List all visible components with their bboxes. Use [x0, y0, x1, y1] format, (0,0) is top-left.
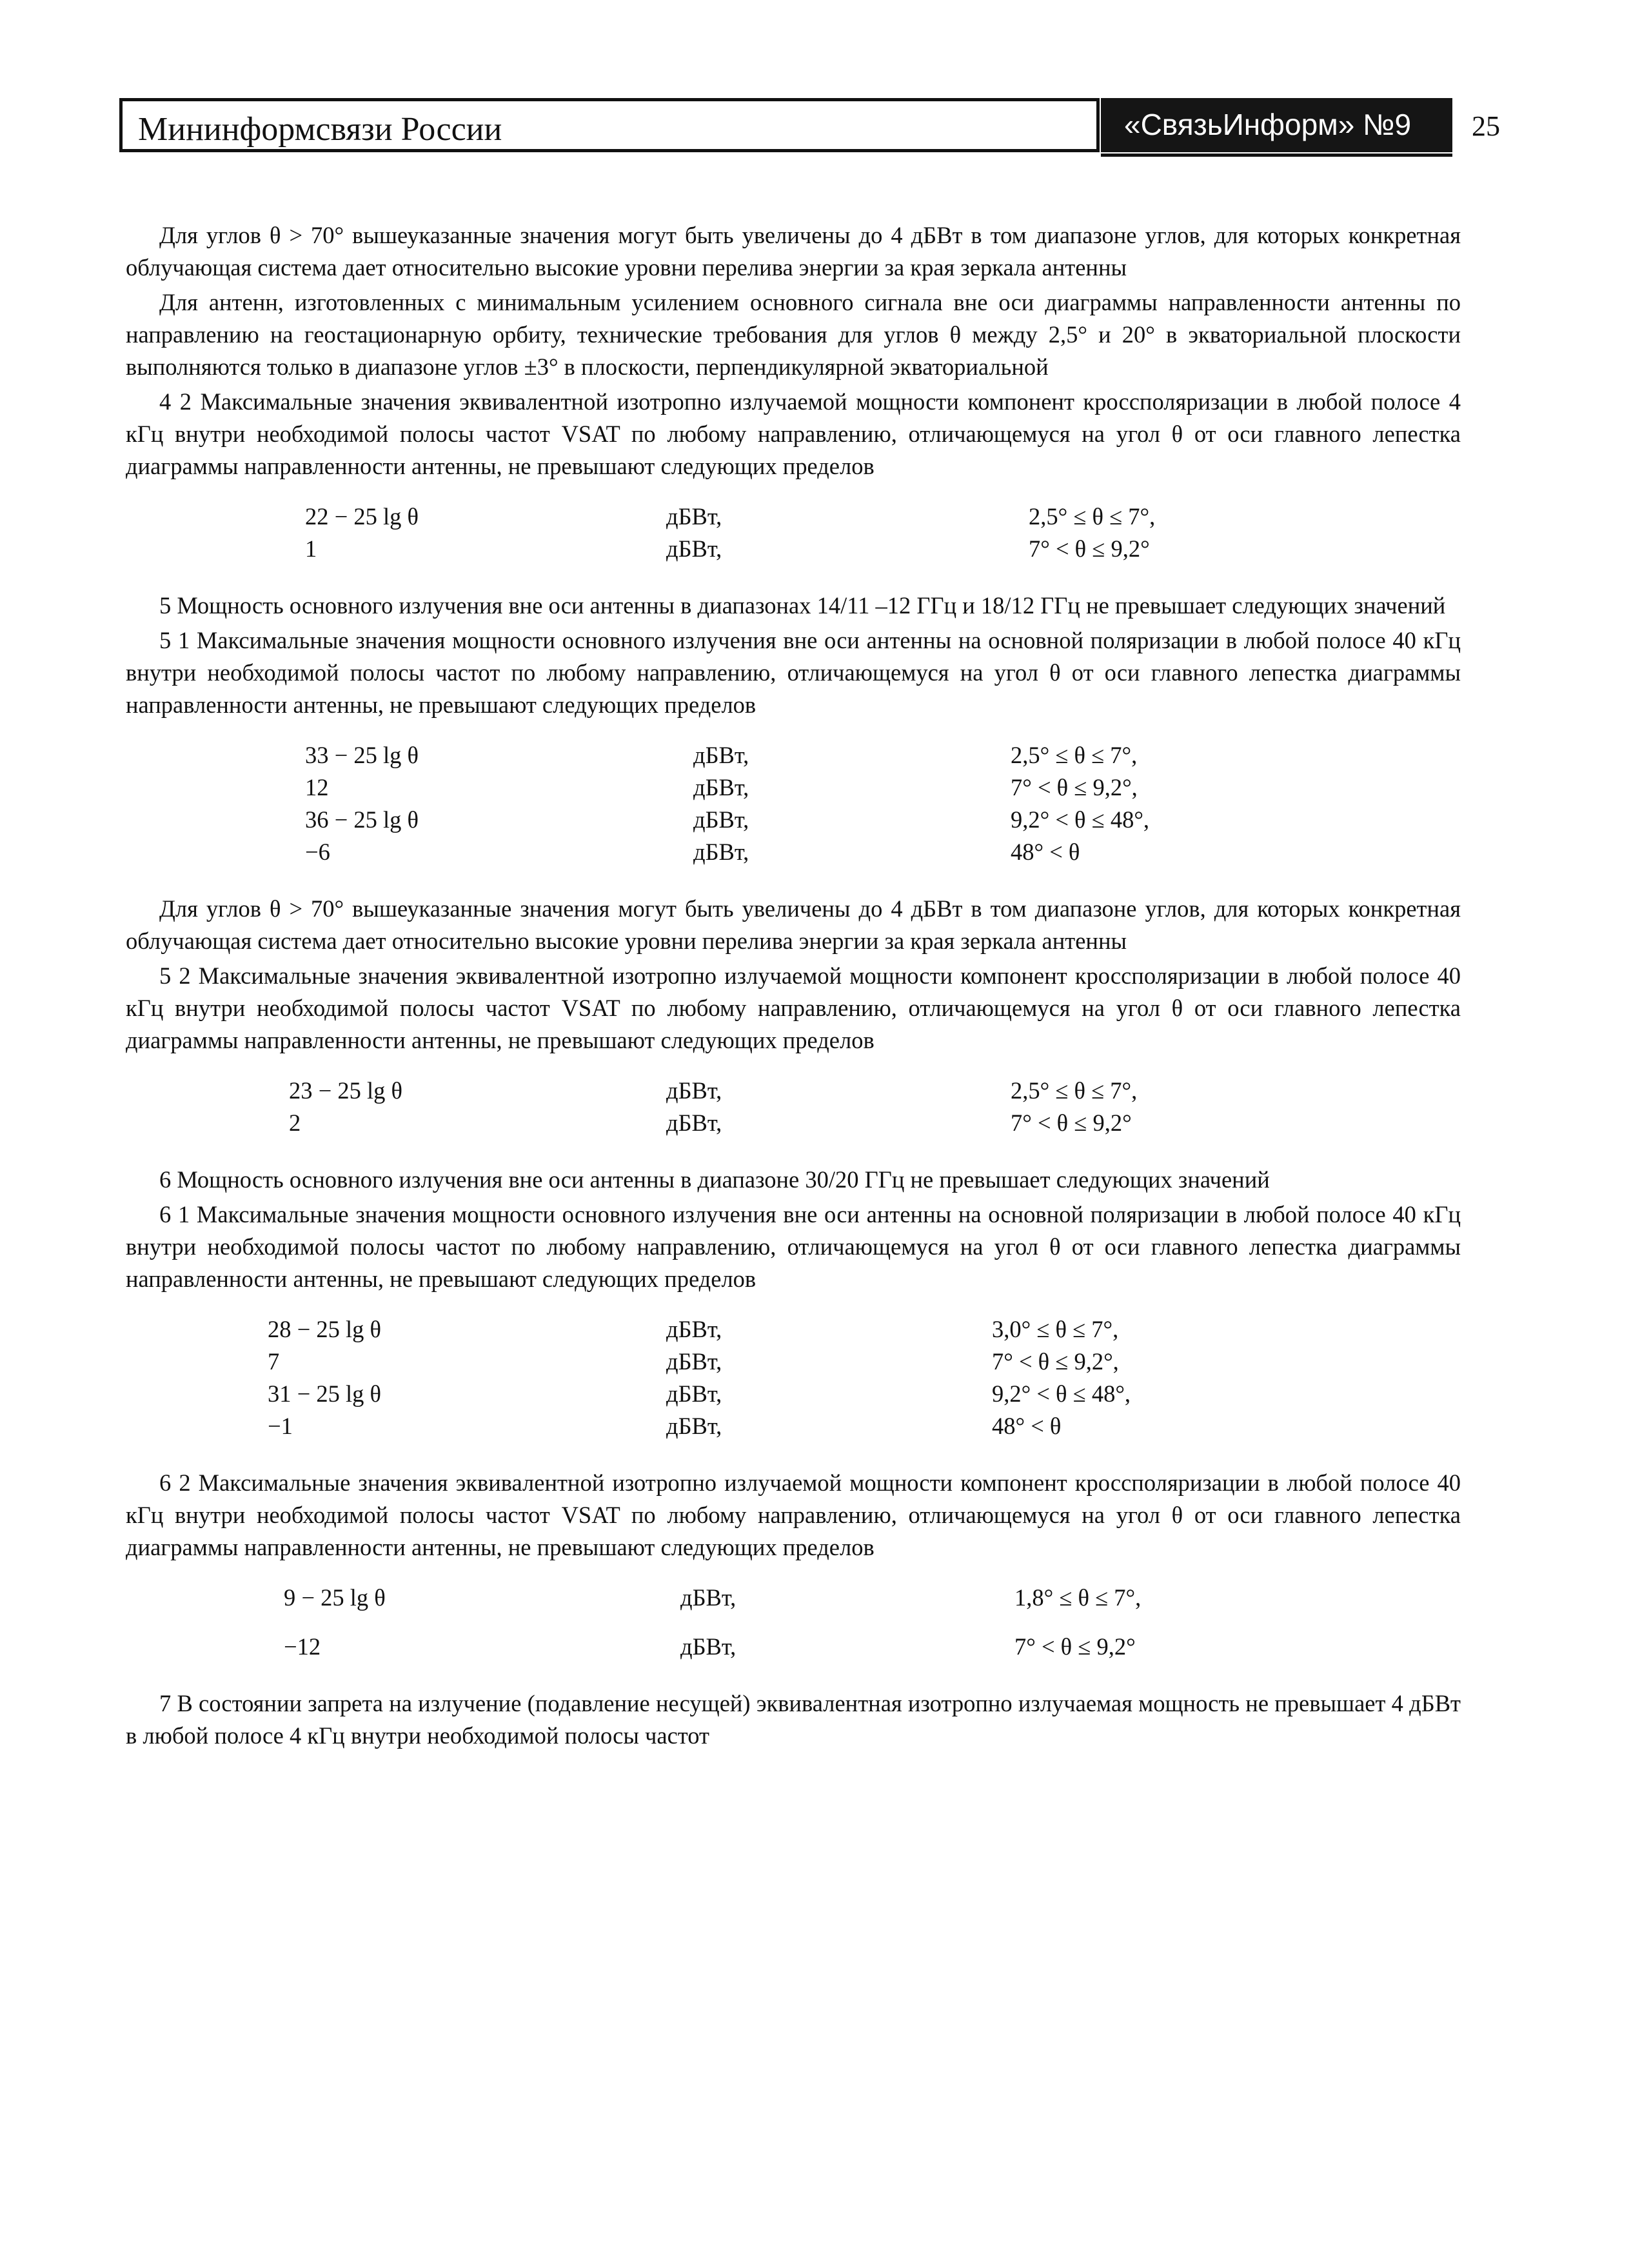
- angle-range: 48° < θ: [1011, 839, 1080, 865]
- limits-row: [126, 804, 1461, 836]
- limit-expression: 33 − 25 lg θ: [305, 742, 419, 768]
- paragraph: 5 2 Максимальные значения эквивалентной изотропно излучаемой мощности компонент кроссполяризации в любой полосе 40 кГц внутри необходимой полосы частот VSAT по любому направлению, отличающемуся на угол θ от оси главного лепестка диаграммы направленности антенны, не превышают следующих пределов: [126, 962, 1461, 1053]
- limit-unit: дБВт,: [693, 774, 749, 801]
- limit-expression: 23 − 25 lg θ: [289, 1077, 402, 1104]
- limit-unit: дБВт,: [693, 742, 749, 768]
- limit-expression: −6: [305, 839, 330, 865]
- limits-row: [126, 1075, 1461, 1107]
- angle-range: 2,5° ≤ θ ≤ 7°,: [1029, 503, 1156, 530]
- limit-expression: 36 − 25 lg θ: [305, 806, 419, 833]
- limit-expression: 1: [305, 535, 317, 562]
- paragraph: 5 1 Максимальные значения мощности основного излучения вне оси антенны на основной поляризации в любой полосе 40 кГц внутри необходимой полосы частот по любому направлению, отличающемуся на угол θ от оси главного лепестка диаграммы направленности антенны, не превышают следующих пределов: [126, 627, 1461, 718]
- limit-expression: 7: [268, 1348, 280, 1375]
- paragraph: 7 В состоянии запрета на излучение (подавление несущей) эквивалентная изотропно излучаемая мощность не превышает 4 дБВт в любой полосе 4 кГц внутри необходимой полосы частот: [126, 1690, 1461, 1749]
- limit-unit: дБВт,: [693, 839, 749, 865]
- limit-unit: дБВт,: [666, 1077, 722, 1104]
- limits-table-5-2: [126, 1075, 1461, 1139]
- limits-table-6-1: [126, 1313, 1461, 1442]
- page-number: 25: [1472, 110, 1500, 142]
- document-body: [126, 219, 1461, 1752]
- limits-table-5-1: [126, 739, 1461, 868]
- limit-unit: дБВт,: [680, 1584, 737, 1611]
- angle-range: 2,5° ≤ θ ≤ 7°,: [1011, 1077, 1138, 1104]
- angle-range: 3,0° ≤ θ ≤ 7°,: [992, 1316, 1119, 1342]
- limits-row: [126, 1410, 1461, 1442]
- limit-expression: 2: [289, 1109, 301, 1136]
- limit-unit: дБВт,: [666, 535, 722, 562]
- paragraph: 5 Мощность основного излучения вне оси антенны в диапазонах 14/11 –12 ГГц и 18/12 ГГц не превышает следующих значений: [159, 592, 1446, 619]
- limit-expression: 22 − 25 lg θ: [305, 503, 419, 530]
- angle-range: 7° < θ ≤ 9,2°,: [1011, 774, 1138, 801]
- limit-expression: 31 − 25 lg θ: [268, 1380, 381, 1407]
- angle-range: 7° < θ ≤ 9,2°: [1029, 535, 1150, 562]
- limits-table-6-2: [126, 1582, 1461, 1663]
- paragraph: Для углов θ > 70° вышеуказанные значения могут быть увеличены до 4 дБВт в том диапазоне углов, для которых конкретная облучающая система дает относительно высокие уровни перелива энергии за края зеркала антенны: [126, 222, 1461, 281]
- limit-unit: дБВт,: [666, 503, 722, 530]
- limits-row: [126, 1107, 1461, 1139]
- limits-row: [126, 501, 1461, 533]
- limit-expression: 28 − 25 lg θ: [268, 1316, 381, 1342]
- limits-table-4-2: [126, 501, 1461, 565]
- limits-row: [126, 1346, 1461, 1378]
- limits-row: [126, 1582, 1461, 1631]
- angle-range: 2,5° ≤ θ ≤ 7°,: [1011, 742, 1138, 768]
- paragraph: 6 2 Максимальные значения эквивалентной изотропно излучаемой мощности компонент кроссполяризации в любой полосе 40 кГц внутри необходимой полосы частот VSAT по любому направлению, отличающемуся на угол θ от оси главного лепестка диаграммы направленности антенны, не превышают следующих пределов: [126, 1469, 1461, 1560]
- journal-title: «СвязьИнформ» №9: [1124, 108, 1412, 141]
- angle-range: 48° < θ: [992, 1413, 1062, 1439]
- limits-row: [126, 836, 1461, 868]
- angle-range: 7° < θ ≤ 9,2°,: [992, 1348, 1119, 1375]
- limits-row: [126, 1378, 1461, 1410]
- limit-expression: −1: [268, 1413, 293, 1439]
- angle-range: 1,8° ≤ θ ≤ 7°,: [1014, 1584, 1142, 1611]
- limits-row: [126, 771, 1461, 804]
- paragraph: Для углов θ > 70° вышеуказанные значения могут быть увеличены до 4 дБВт в том диапазоне углов, для которых конкретная облучающая система дает относительно высокие уровни перелива энергии за края зеркала антенны: [126, 895, 1461, 954]
- limits-row: [126, 533, 1461, 565]
- limit-expression: 9 − 25 lg θ: [284, 1584, 386, 1611]
- limit-unit: дБВт,: [666, 1413, 722, 1439]
- limit-unit: дБВт,: [693, 806, 749, 833]
- limits-row: [126, 1631, 1461, 1663]
- angle-range: 7° < θ ≤ 9,2°: [1011, 1109, 1132, 1136]
- paragraph: 4 2 Максимальные значения эквивалентной изотропно излучаемой мощности компонент кроссполяризации в любой полосе 4 кГц внутри необходимой полосы частот VSAT по любому направлению, отличающемуся на угол θ от оси главного лепестка диаграммы направленности антенны, не превышают следующих пределов: [126, 388, 1461, 479]
- angle-range: 7° < θ ≤ 9,2°: [1014, 1633, 1136, 1660]
- ministry-box: [119, 98, 1100, 152]
- paragraph: 6 Мощность основного излучения вне оси антенны в диапазоне 30/20 ГГц не превышает следующих значений: [159, 1166, 1270, 1193]
- angle-range: 9,2° < θ ≤ 48°,: [992, 1380, 1131, 1407]
- paragraph: 6 1 Максимальные значения мощности основного излучения вне оси антенны на основной поляризации в любой полосе 40 кГц внутри необходимой полосы частот по любому направлению, отличающемуся на угол θ от оси главного лепестка диаграммы направленности антенны, не превышают следующих пределов: [126, 1201, 1461, 1292]
- angle-range: 9,2° < θ ≤ 48°,: [1011, 806, 1150, 833]
- limit-unit: дБВт,: [666, 1109, 722, 1136]
- limit-unit: дБВт,: [666, 1316, 722, 1342]
- paragraph: Для антенн, изготовленных с минимальным усилением основного сигнала вне оси диаграммы направленности антенны по направлению на геостационарную орбиту, технические требования для углов θ между 2,5° и 20° в экваториальной плоскости выполняются только в диапазоне углов ±3° в плоскости, перпендикулярной экваториальной: [126, 289, 1461, 380]
- limit-unit: дБВт,: [680, 1633, 737, 1660]
- limit-unit: дБВт,: [666, 1380, 722, 1407]
- limits-row: [126, 739, 1461, 771]
- limit-expression: −12: [284, 1633, 321, 1660]
- header-underline: [1101, 154, 1452, 157]
- ministry-title: Мининформсвязи России: [138, 111, 502, 148]
- limit-unit: дБВт,: [666, 1348, 722, 1375]
- journal-box: [1101, 98, 1452, 152]
- limit-expression: 12: [305, 774, 329, 801]
- limits-row: [126, 1313, 1461, 1346]
